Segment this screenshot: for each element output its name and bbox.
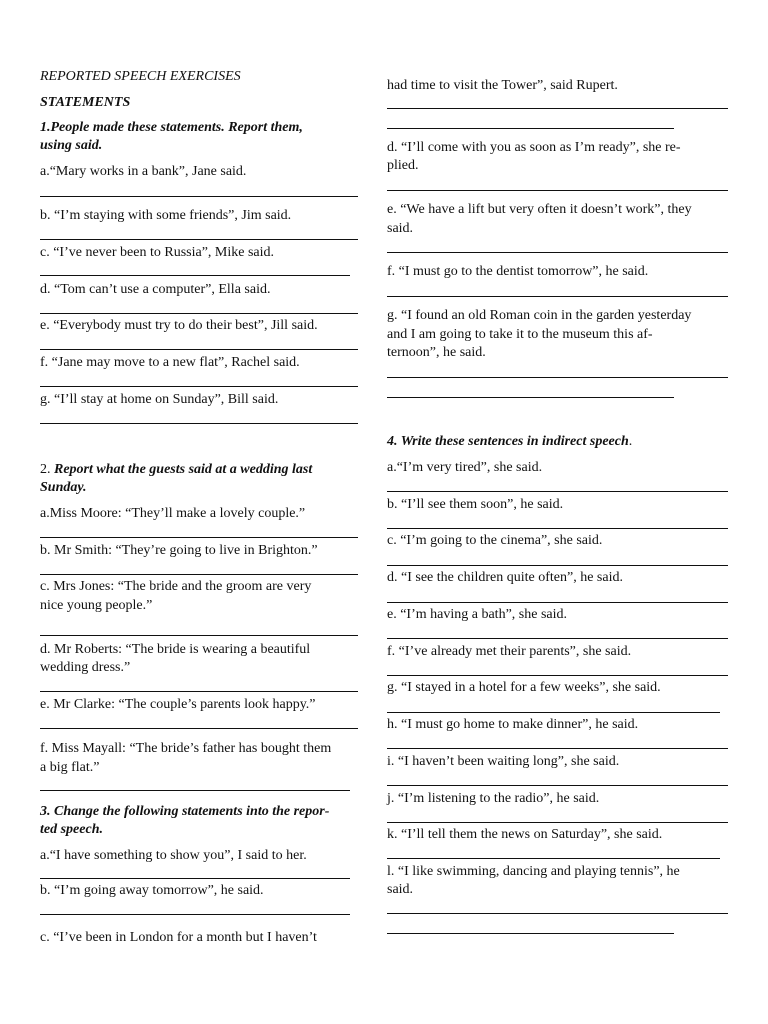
exercise-item: a.“Mary works in a bank”, Jane said.: [40, 164, 247, 179]
answer-line[interactable]: [387, 397, 674, 398]
exercise-item: c. “I’ve never been to Russia”, Mike said.: [40, 245, 275, 260]
section2-heading: [40, 461, 312, 479]
exercise-item: b. “I’m staying with some friends”, Jim said.: [40, 208, 292, 223]
answer-line[interactable]: [387, 858, 720, 859]
answer-line[interactable]: [40, 386, 358, 387]
exercise-item: k. “I’ll tell them the news on Saturday”, she said.: [387, 827, 663, 842]
answer-line[interactable]: [387, 602, 728, 603]
section3-heading: 3. Change the following statements into the repor-: [40, 804, 330, 819]
exercise-item: c. Mrs Jones: “The bride and the groom are very: [40, 579, 312, 594]
exercise-item: g. “I stayed in a hotel for a few weeks”, she said.: [387, 680, 661, 695]
exercise-item-cont: a big flat.”: [40, 760, 100, 775]
answer-line[interactable]: [387, 377, 728, 378]
answer-line[interactable]: [40, 878, 350, 879]
answer-line[interactable]: [387, 675, 728, 676]
answer-line[interactable]: [387, 748, 728, 749]
exercise-item: d. “I’ll come with you as soon as I’m ready”, she re-: [387, 140, 681, 155]
answer-line[interactable]: [40, 349, 358, 350]
exercise-item-cont: wedding dress.”: [40, 660, 131, 675]
answer-line[interactable]: [387, 913, 728, 914]
answer-line[interactable]: [387, 491, 728, 492]
exercise-item-cont: and I am going to take it to the museum this af-: [387, 327, 653, 342]
answer-line[interactable]: [387, 296, 728, 297]
exercise-item: i. “I haven’t been waiting long”, she said.: [387, 754, 620, 769]
exercise-item: c. “I’m going to the cinema”, she said.: [387, 533, 603, 548]
exercise-item: l. “I like swimming, dancing and playing tennis”, he: [387, 864, 680, 879]
answer-line[interactable]: [387, 528, 728, 529]
answer-line[interactable]: [40, 914, 350, 915]
exercise-item-cont: said.: [387, 882, 414, 897]
page-subtitle: STATEMENTS: [40, 95, 131, 110]
exercise-item-cont: nice young people.”: [40, 598, 153, 613]
answer-line[interactable]: [40, 275, 350, 276]
exercise-item: e. Mr Clarke: “The couple’s parents look happy.”: [40, 697, 316, 712]
exercise-item: b. “I’m going away tomorrow”, he said.: [40, 883, 264, 898]
answer-line[interactable]: [40, 728, 358, 729]
exercise-item: b. “I’ll see them soon”, he said.: [387, 497, 564, 512]
exercise-item: f. “I’ve already met their parents”, she said.: [387, 644, 632, 659]
exercise-item-cont: ternoon”, he said.: [387, 345, 486, 360]
exercise-item: e. “Everybody must try to do their best”, Jill said.: [40, 318, 318, 333]
exercise-item: a.“I’m very tired”, she said.: [387, 460, 543, 475]
exercise-item: a.Miss Moore: “They’ll make a lovely couple.”: [40, 506, 306, 521]
answer-line[interactable]: [387, 933, 674, 934]
section3-heading-cont: ted speech.: [40, 822, 103, 837]
exercise-item: d. “I see the children quite often”, he said.: [387, 570, 623, 585]
answer-line[interactable]: [40, 196, 358, 197]
exercise-item-cont: had time to visit the Tower”, said Rupert.: [387, 78, 618, 93]
answer-line[interactable]: [40, 239, 358, 240]
section4-heading: [387, 433, 632, 451]
answer-line[interactable]: [40, 574, 358, 575]
answer-line[interactable]: [387, 822, 728, 823]
exercise-item: b. Mr Smith: “They’re going to live in Brighton.”: [40, 543, 318, 558]
exercise-item: f. Miss Mayall: “The bride’s father has bought them: [40, 741, 332, 756]
section1-heading-cont: using said.: [40, 138, 103, 153]
answer-line[interactable]: [387, 712, 720, 713]
exercise-item: d. Mr Roberts: “The bride is wearing a beautiful: [40, 642, 311, 657]
exercise-item-cont: said.: [387, 221, 414, 236]
exercise-item: f. “Jane may move to a new flat”, Rachel said.: [40, 355, 300, 370]
exercise-item: d. “Tom can’t use a computer”, Ella said.: [40, 282, 271, 297]
exercise-item: e. “I’m having a bath”, she said.: [387, 607, 567, 622]
exercise-item: e. “We have a lift but very often it doesn’t work”, they: [387, 202, 692, 217]
exercise-item: g. “I’ll stay at home on Sunday”, Bill said.: [40, 392, 279, 407]
section4-heading-text: 4. Write these sentences in indirect speech: [387, 434, 629, 449]
exercise-item: h. “I must go home to make dinner”, he said.: [387, 717, 639, 732]
exercise-item: g. “I found an old Roman coin in the garden yesterday: [387, 308, 692, 323]
page-title: REPORTED SPEECH EXERCISES: [40, 69, 241, 84]
section2-heading-text: Report what the guests said at a wedding last: [54, 462, 313, 477]
answer-line[interactable]: [40, 635, 358, 636]
exercise-item: a.“I have something to show you”, I said to her.: [40, 848, 307, 863]
answer-line[interactable]: [387, 785, 728, 786]
answer-line[interactable]: [40, 537, 358, 538]
answer-line[interactable]: [40, 691, 358, 692]
answer-line[interactable]: [387, 108, 728, 109]
answer-line[interactable]: [387, 190, 728, 191]
answer-line[interactable]: [387, 638, 728, 639]
answer-line[interactable]: [40, 423, 358, 424]
exercise-item: c. “I’ve been in London for a month but I haven’t: [40, 930, 317, 945]
section2-number: 2.: [40, 462, 54, 477]
answer-line[interactable]: [387, 565, 728, 566]
answer-line[interactable]: [40, 313, 358, 314]
section2-heading-cont: Sunday.: [40, 480, 87, 495]
section1-heading: 1.People made these statements. Report them,: [40, 120, 303, 135]
exercise-item: j. “I’m listening to the radio”, he said.: [387, 791, 600, 806]
answer-line[interactable]: [40, 790, 350, 791]
answer-line[interactable]: [387, 128, 674, 129]
exercise-item: f. “I must go to the dentist tomorrow”, he said.: [387, 264, 649, 279]
exercise-item-cont: plied.: [387, 158, 419, 173]
section4-heading-period: .: [628, 434, 633, 449]
answer-line[interactable]: [387, 252, 728, 253]
